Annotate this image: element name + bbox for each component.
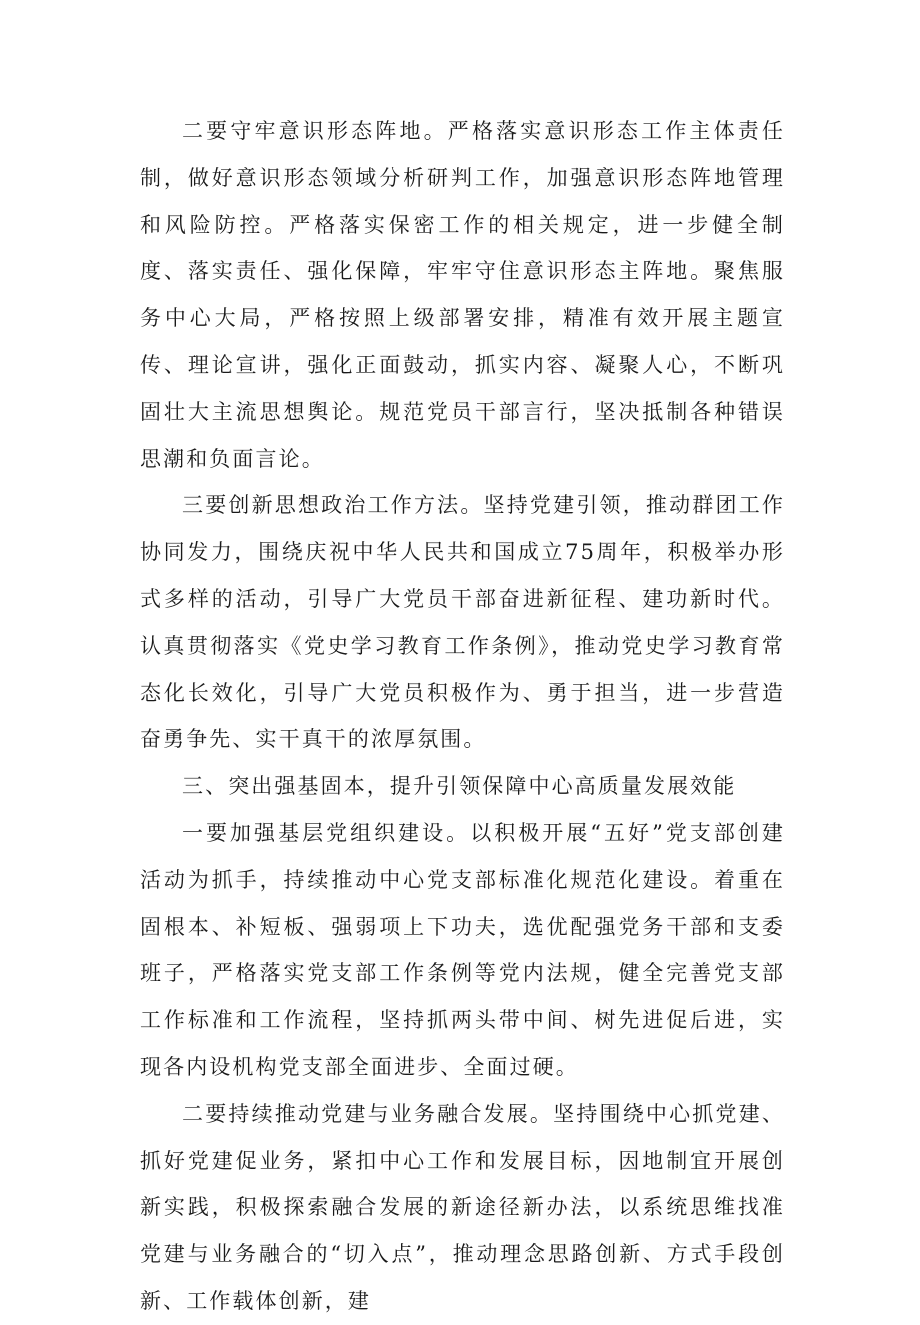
section-heading-three: 三、突出强基固本，提升引领保障中心高质量发展效能 [182, 774, 737, 799]
paragraph-grassroots-organization: 一要加强基层党组织建设。以积极开展“五好”党支部创建活动为抓手，持续推动中心党支部标准化规范化建设。着重在固根本、补短板、强弱项上下功夫，选优配强党务干部和支委班子，严格落实党支部工作条例等党内法规，健全完善党支部工作标准和工作流程，坚持抓两头带中间、树先进促后进，实现各内设机构党支部全面进步、全面过硬。 [140, 820, 785, 1079]
document-body [140, 108, 785, 1325]
paragraph-party-business-integration: 二要持续推动党建与业务融合发展。坚持围绕中心抓党建、抓好党建促业务，紧扣中心工作和发展目标，因地制宜开展创新实践，积极探索融合发展的新途径新办法，以系统思维找准党建与业务融合的“切入点”，推动理念思路创新、方式手段创新、工作载体创新，建 [140, 1101, 785, 1313]
paragraph-political-work-methods: 三要创新思想政治工作方法。坚持党建引领，推动群团工作协同发力，围绕庆祝中华人民共和国成立75周年，积极举办形式多样的活动，引导广大党员干部奋进新征程、建功新时代。认真贯彻落实《党史学习教育工作条例》，推动党史学习教育常态化长效化，引导广大党员积极作为、勇于担当，进一步营造奋勇争先、实干真干的浓厚氛围。 [140, 493, 785, 752]
paragraph-ideology-position: 二要守牢意识形态阵地。严格落实意识形态工作主体责任制，做好意识形态领域分析研判工作，加强意识形态阵地管理和风险防控。严格落实保密工作的相关规定，进一步健全制度、落实责任、强化保障，牢牢守住意识形态主阵地。聚焦服务中心大局，严格按照上级部署安排，精准有效开展主题宣传、理论宣讲，强化正面鼓动，抓实内容、凝聚人心，不断巩固壮大主流思想舆论。规范党员干部言行，坚决抵制各种错误思潮和负面言论。 [140, 119, 785, 471]
